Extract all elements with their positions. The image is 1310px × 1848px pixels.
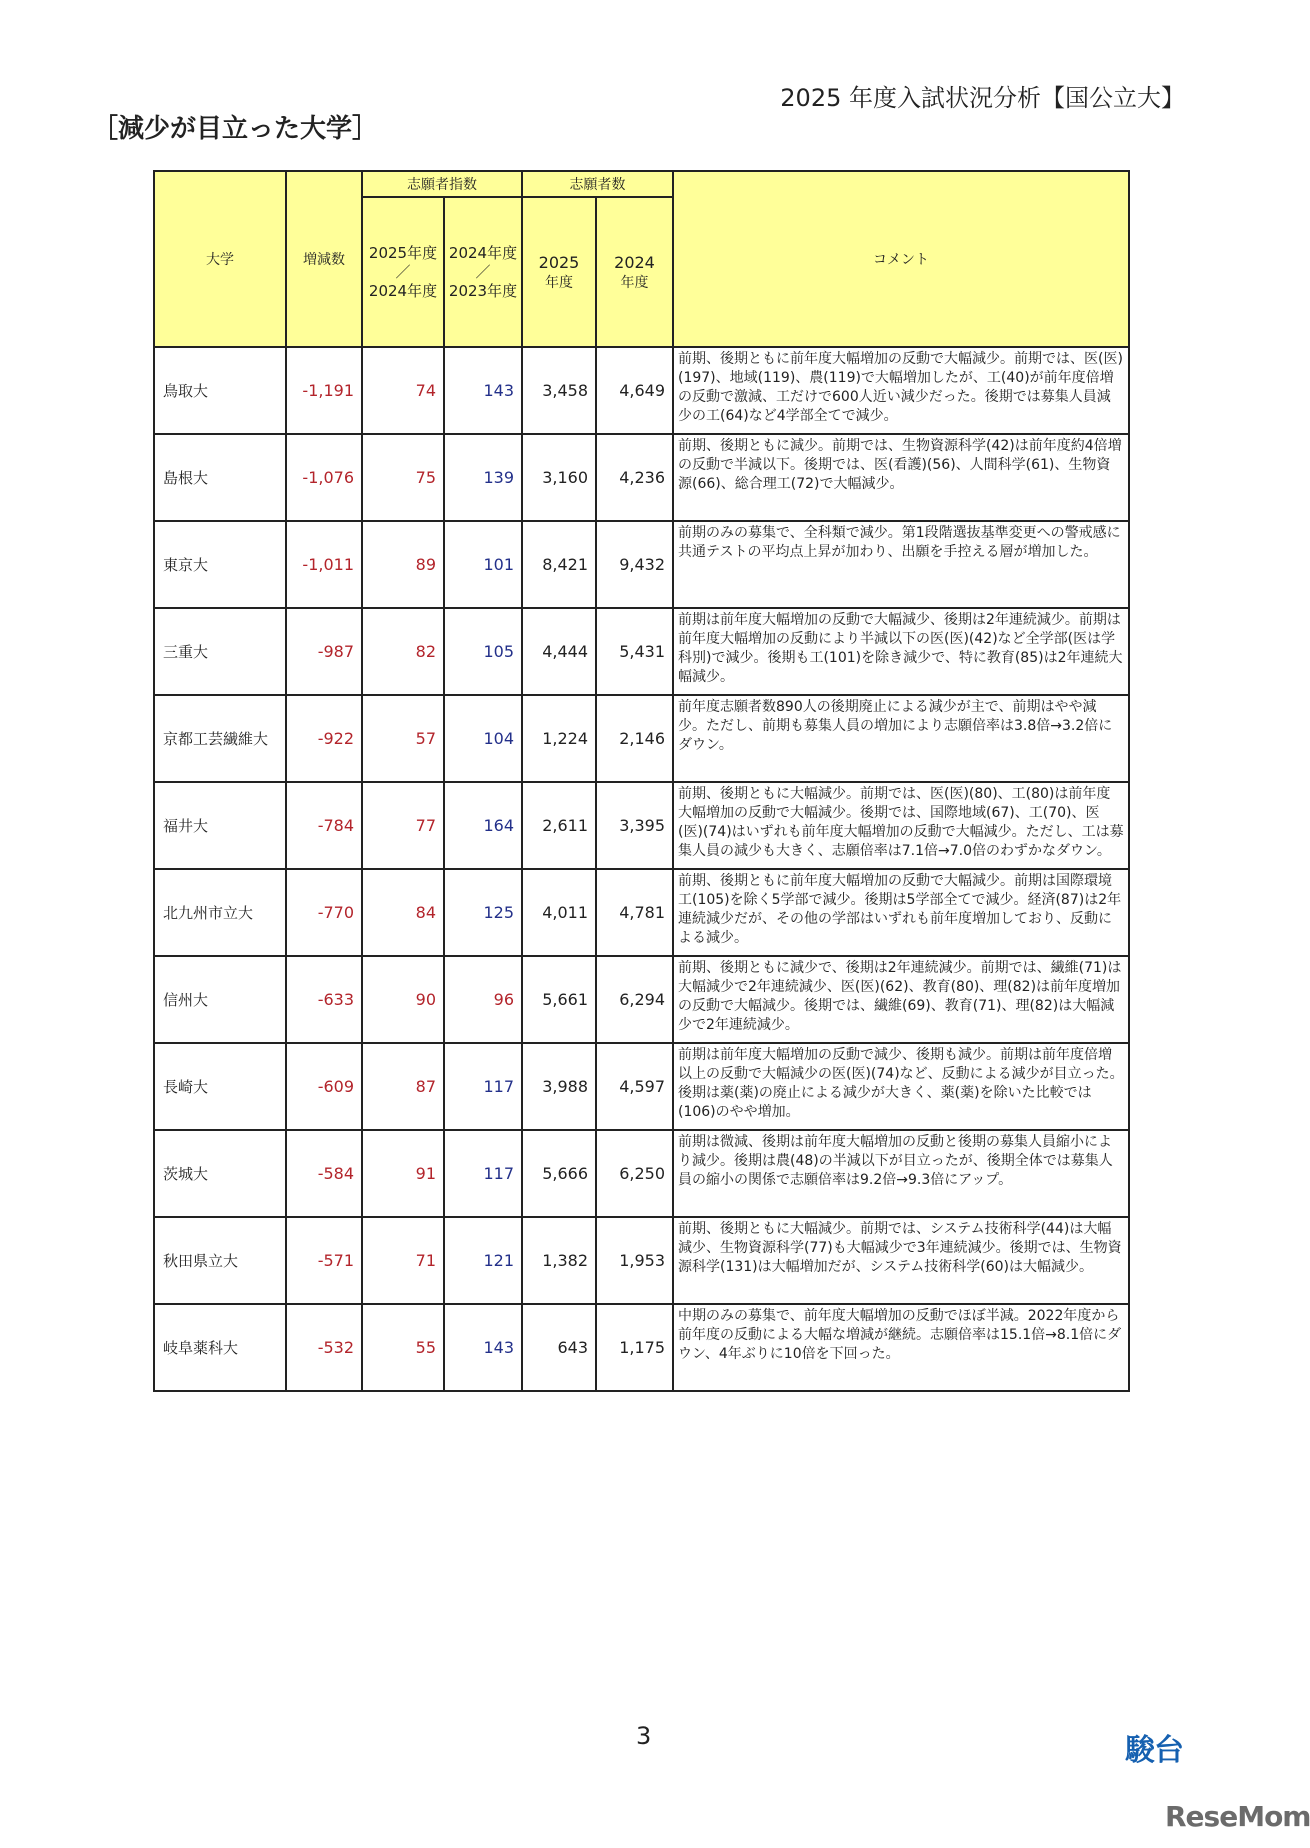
header-count-2025-year: 2025 [538, 252, 580, 272]
comment: 前期、後期ともに前年度大幅増加の反動で大幅減少。前期は国際環境工(105)を除く5学部で減少。後期は5学部全てで減少。経済(87)は2年連続減少だが、その他の学部はいずれも前年度増加しており、反動による減少。 [673, 869, 1129, 956]
document-title: 2025 年度入試状況分析【国公立大】 [780, 84, 1185, 112]
index-2025: 71 [362, 1217, 444, 1304]
header-applicant-index: 志願者指数 [362, 171, 522, 197]
change-count: -1,076 [286, 434, 362, 521]
applicants-2025: 1,382 [522, 1217, 596, 1304]
index-2024: 125 [444, 869, 522, 956]
applicants-2025: 5,661 [522, 956, 596, 1043]
table-row [154, 782, 1129, 869]
table-row [154, 956, 1129, 1043]
applicants-2024: 5,431 [596, 608, 673, 695]
index-2025: 77 [362, 782, 444, 869]
index-2024: 117 [444, 1043, 522, 1130]
header-count-2025-unit: 年度 [545, 274, 573, 291]
change-count: -987 [286, 608, 362, 695]
change-count: -584 [286, 1130, 362, 1217]
comment: 前期、後期ともに大幅減少。前期では、医(医)(80)、工(80)は前年度大幅増加の反動で大幅減少。後期では、国際地域(67)、工(70)、医(医)(74)はいずれも前年度大幅増加の反動で大幅減少。ただし、工は募集人員の減少も大きく、志願倍率は7.1倍→7.0倍のわずかなダウン。 [673, 782, 1129, 869]
applicants-2024: 9,432 [596, 521, 673, 608]
applicants-2024: 1,953 [596, 1217, 673, 1304]
index-2024: 105 [444, 608, 522, 695]
table-row [154, 1130, 1129, 1217]
index-2024: 139 [444, 434, 522, 521]
university-name: 北九州市立大 [154, 869, 286, 956]
header-index-2025-slash: ／ [395, 262, 411, 281]
index-2025: 87 [362, 1043, 444, 1130]
applicants-2024: 6,294 [596, 956, 673, 1043]
table-row [154, 869, 1129, 956]
index-2025: 91 [362, 1130, 444, 1217]
section-title: ［減少が目立った大学］ [92, 114, 379, 144]
change-count: -784 [286, 782, 362, 869]
index-2025: 82 [362, 608, 444, 695]
comment: 前期のみの募集で、全科類で減少。第1段階選抜基準変更への警戒感に共通テストの平均点上昇が加わり、出願を手控える層が増加した。 [673, 521, 1129, 608]
index-2024: 117 [444, 1130, 522, 1217]
header-count-2024-year: 2024 [614, 252, 655, 272]
index-2024: 143 [444, 1304, 522, 1391]
change-count: -633 [286, 956, 362, 1043]
applicants-2025: 4,444 [522, 608, 596, 695]
header-count-2024-unit: 年度 [620, 274, 649, 291]
change-count: -532 [286, 1304, 362, 1391]
header-index-2025 [362, 197, 444, 347]
index-2024: 96 [444, 956, 522, 1043]
applicants-2025: 643 [522, 1304, 596, 1391]
table-row [154, 1043, 1129, 1130]
table-row [154, 521, 1129, 608]
index-2025: 89 [362, 521, 444, 608]
university-name: 東京大 [154, 521, 286, 608]
university-name: 京都工芸繊維大 [154, 695, 286, 782]
table-row [154, 1304, 1129, 1391]
university-name: 福井大 [154, 782, 286, 869]
sundai-logo: 駿台 [1125, 1733, 1183, 1768]
header-index-2024-top: 2024年度 [448, 243, 518, 262]
table-row [154, 1217, 1129, 1304]
applicants-2024: 6,250 [596, 1130, 673, 1217]
table-row [154, 347, 1129, 434]
university-name: 島根大 [154, 434, 286, 521]
comment: 前期、後期ともに減少。前期では、生物資源科学(42)は前年度約4倍増の反動で半減以下。後期では、医(看護)(56)、人間科学(61)、生物資源(66)、総合理工(72)で大幅減少。 [673, 434, 1129, 521]
applicants-2025: 3,160 [522, 434, 596, 521]
change-count: -1,011 [286, 521, 362, 608]
university-name: 信州大 [154, 956, 286, 1043]
index-2024: 143 [444, 347, 522, 434]
header-university: 大学 [154, 171, 286, 347]
applicants-2024: 4,597 [596, 1043, 673, 1130]
comment: 前年度志願者数890人の後期廃止による減少が主で、前期はやや減少。ただし、前期も募集人員の増加により志願倍率は3.8倍→3.2倍にダウン。 [673, 695, 1129, 782]
change-count: -609 [286, 1043, 362, 1130]
applicants-2024: 4,649 [596, 347, 673, 434]
comment: 中期のみの募集で、前年度大幅増加の反動でほぼ半減。2022年度から前年度の反動による大幅な増減が継続。志願倍率は15.1倍→8.1倍にダウン、4年ぶりに10倍を下回った。 [673, 1304, 1129, 1391]
university-name: 鳥取大 [154, 347, 286, 434]
comment: 前期、後期ともに減少で、後期は2年連続減少。前期では、繊維(71)は大幅減少で2年連続減少、医(医)(62)、教育(80)、理(82)は前年度増加の反動で大幅減少。後期では、繊維(69)、教育(71)、理(82)は大幅減少で2年連続減少。 [673, 956, 1129, 1043]
applicants-2025: 4,011 [522, 869, 596, 956]
decrease-universities-table [153, 170, 1130, 1392]
applicants-2024: 2,146 [596, 695, 673, 782]
table-row [154, 695, 1129, 782]
university-name: 三重大 [154, 608, 286, 695]
index-2025: 74 [362, 347, 444, 434]
header-index-2025-top: 2025年度 [368, 243, 438, 262]
index-2024: 101 [444, 521, 522, 608]
applicants-2025: 3,988 [522, 1043, 596, 1130]
header-index-2024-bottom: 2023年度 [448, 281, 518, 300]
applicants-2025: 3,458 [522, 347, 596, 434]
header-count-2025 [522, 197, 596, 347]
header-applicant-count: 志願者数 [522, 171, 673, 197]
change-count: -571 [286, 1217, 362, 1304]
header-count-2024 [596, 197, 673, 347]
change-count: -922 [286, 695, 362, 782]
header-index-2024 [444, 197, 522, 347]
header-comment: コメント [673, 171, 1129, 347]
header-index-2025-bottom: 2024年度 [368, 281, 438, 300]
change-count: -770 [286, 869, 362, 956]
applicants-2024: 4,236 [596, 434, 673, 521]
applicants-2024: 4,781 [596, 869, 673, 956]
index-2024: 164 [444, 782, 522, 869]
comment: 前期、後期ともに大幅減少。前期では、システム技術科学(44)は大幅減少、生物資源科学(77)も大幅減少で3年連続減少。後期では、生物資源科学(131)は大幅増加だが、システム技術科学(60)は大幅減少。 [673, 1217, 1129, 1304]
index-2025: 57 [362, 695, 444, 782]
index-2024: 121 [444, 1217, 522, 1304]
index-2025: 75 [362, 434, 444, 521]
comment: 前期は微減、後期は前年度大幅増加の反動と後期の募集人員縮小により減少。後期は農(48)の半減以下が目立ったが、後期全体では募集人員の縮小の関係で志願倍率は9.2倍→9.3倍にアップ。 [673, 1130, 1129, 1217]
change-count: -1,191 [286, 347, 362, 434]
resemom-watermark: ReseMom [1165, 1800, 1310, 1833]
university-name: 秋田県立大 [154, 1217, 286, 1304]
header-change: 増減数 [286, 171, 362, 347]
university-name: 茨城大 [154, 1130, 286, 1217]
index-2025: 84 [362, 869, 444, 956]
university-name: 岐阜薬科大 [154, 1304, 286, 1391]
applicants-2025: 2,611 [522, 782, 596, 869]
index-2025: 90 [362, 956, 444, 1043]
page-number: 3 [636, 1722, 652, 1750]
comment: 前期、後期ともに前年度大幅増加の反動で大幅減少。前期では、医(医)(197)、地域(119)、農(119)で大幅増加したが、工(40)が前年度倍増の反動で激減、工だけで600人近い減少だった。後期では募集人員減少の工(64)など4学部全てで減少。 [673, 347, 1129, 434]
table-row [154, 434, 1129, 521]
applicants-2025: 5,666 [522, 1130, 596, 1217]
applicants-2024: 1,175 [596, 1304, 673, 1391]
applicants-2024: 3,395 [596, 782, 673, 869]
table-row [154, 608, 1129, 695]
comment: 前期は前年度大幅増加の反動で大幅減少、後期は2年連続減少。前期は前年度大幅増加の反動により半減以下の医(医)(42)など全学部(医は学科別)で減少。後期も工(101)を除き減少で、特に教育(85)は2年連続大幅減少。 [673, 608, 1129, 695]
university-name: 長崎大 [154, 1043, 286, 1130]
index-2024: 104 [444, 695, 522, 782]
header-index-2024-slash: ／ [475, 262, 491, 281]
applicants-2025: 8,421 [522, 521, 596, 608]
index-2025: 55 [362, 1304, 444, 1391]
applicants-2025: 1,224 [522, 695, 596, 782]
comment: 前期は前年度大幅増加の反動で減少、後期も減少。前期は前年度倍増以上の反動で大幅減少の医(医)(74)など、反動による減少が目立った。後期は薬(薬)の廃止による減少が大きく、薬(薬)を除いた比較では(106)のやや増加。 [673, 1043, 1129, 1130]
